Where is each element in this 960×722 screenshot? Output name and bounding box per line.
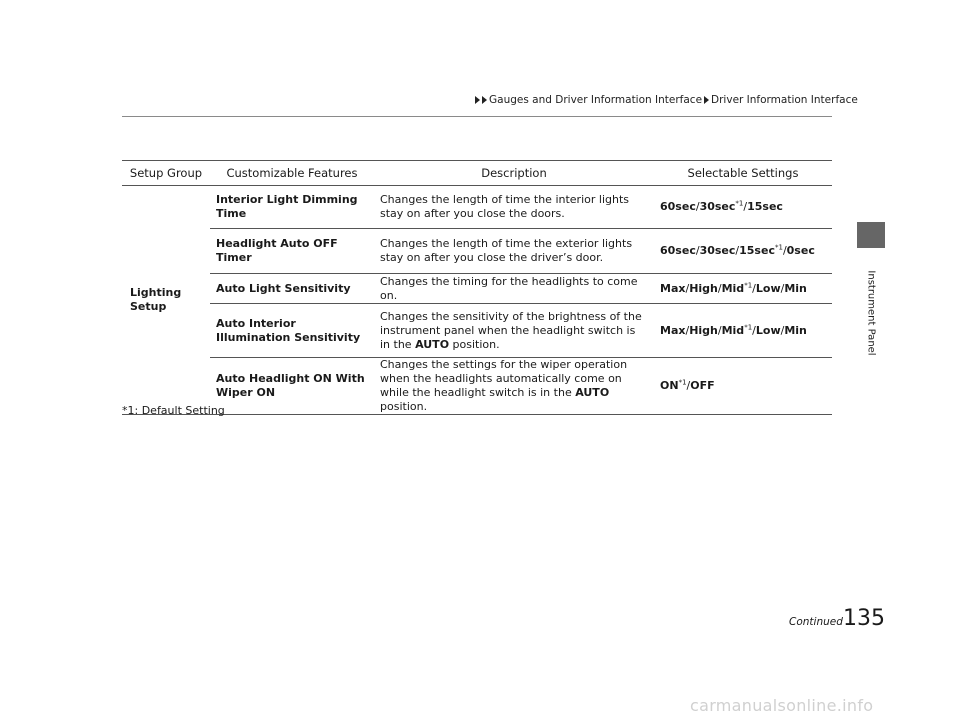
setting-option: Min: [784, 323, 807, 337]
table-row: [122, 186, 832, 229]
selectable-settings-cell: [654, 274, 832, 304]
setting-separator: /: [782, 244, 787, 257]
setting-option: 15sec: [747, 200, 783, 213]
setting-option: 60sec: [660, 244, 696, 257]
setting-separator: /: [780, 323, 785, 337]
feature-cell: Interior Light Dimming Time: [210, 186, 374, 229]
description-text: Changes the settings for the wiper operation when the headlights automatically come on while the headlight switch is in the: [380, 358, 628, 399]
table-row: [122, 274, 832, 304]
setting-separator: /: [686, 379, 691, 392]
setting-option: Min: [784, 281, 807, 295]
setting-option: 30sec: [699, 200, 736, 213]
breadcrumb: [475, 94, 858, 106]
column-header-settings: Selectable Settings: [654, 161, 832, 186]
column-header-description: Description: [374, 161, 654, 186]
breadcrumb-arrow-icon: [482, 96, 487, 104]
breadcrumb-page: Driver Information Interface: [711, 94, 858, 106]
description-keyword: AUTO: [575, 386, 610, 399]
setting-option: High: [689, 281, 718, 295]
setting-separator: /: [752, 281, 756, 295]
feature-cell: Auto Light Sensitivity: [210, 274, 374, 304]
setting-separator: /: [685, 323, 690, 337]
setting-separator: /: [695, 200, 700, 213]
setting-option: ON: [660, 379, 679, 392]
setting-separator: /: [780, 281, 785, 295]
feature-cell: Auto Interior Illumination Sensitivity: [210, 304, 374, 358]
setting-separator: /: [743, 200, 748, 213]
setting-option: 0sec: [786, 244, 815, 257]
setup-group-cell: Lighting Setup: [122, 186, 210, 415]
default-marker: *1: [678, 378, 687, 387]
page-number: 135: [843, 606, 885, 631]
description-text: position.: [380, 400, 428, 413]
header-rule: [122, 116, 832, 117]
description-cell: Changes the length of time the exterior lights stay on after you close the driver’s door.: [374, 229, 654, 274]
setting-option: Max: [660, 281, 686, 295]
description-cell: Changes the length of time the interior lights stay on after you close the doors.: [374, 186, 654, 229]
default-marker: *1: [774, 243, 783, 252]
setting-option: 15sec: [739, 244, 775, 257]
breadcrumb-section: Gauges and Driver Information Interface: [489, 94, 703, 106]
table-row: [122, 358, 832, 415]
selectable-settings-cell: [654, 304, 832, 358]
table-header-row: [122, 161, 832, 186]
setting-option: Max: [660, 323, 686, 337]
description-cell: Changes the timing for the headlights to come on.: [374, 274, 654, 304]
breadcrumb-arrow-icon: [704, 96, 709, 104]
default-marker: *1: [735, 199, 744, 208]
description-cell: [374, 358, 654, 415]
setting-option: Low: [755, 323, 781, 337]
breadcrumb-arrow-icon: [475, 96, 480, 104]
table-row: [122, 229, 832, 274]
setting-separator: /: [717, 281, 722, 295]
settings-table: [122, 160, 832, 415]
setting-option: 60sec: [660, 200, 696, 213]
setting-option: Mid: [721, 281, 745, 295]
setting-separator: /: [735, 244, 740, 257]
setting-option: OFF: [690, 379, 715, 392]
feature-cell: Headlight Auto OFF Timer: [210, 229, 374, 274]
description-keyword: AUTO: [415, 337, 450, 351]
setting-separator: /: [752, 323, 756, 337]
setting-option: Low: [755, 281, 781, 295]
description-cell: [374, 304, 654, 358]
setting-separator: /: [695, 244, 700, 257]
setting-separator: /: [685, 281, 690, 295]
feature-cell: Auto Headlight ON With Wiper ON: [210, 358, 374, 415]
description-text: position.: [449, 337, 500, 351]
section-side-label: Instrument Panel: [865, 270, 877, 356]
selectable-settings-cell: [654, 229, 832, 274]
setting-separator: /: [717, 323, 722, 337]
description-text: Changes the sensitivity of the brightness of the instrument panel when the headlight switch is in the: [380, 309, 642, 351]
footnote: *1: Default Setting: [122, 404, 225, 417]
selectable-settings-cell: [654, 358, 832, 415]
setting-option: Mid: [721, 323, 745, 337]
default-marker: *1: [744, 280, 753, 289]
default-marker: *1: [744, 322, 753, 331]
continued-label: Continued: [789, 616, 843, 628]
setting-option: 30sec: [699, 244, 736, 257]
selectable-settings-cell: [654, 186, 832, 229]
table-row: [122, 304, 832, 358]
column-header-features: Customizable Features: [210, 161, 374, 186]
watermark: carmanualsonline.info: [690, 696, 874, 715]
setting-option: High: [689, 323, 718, 337]
column-header-setup-group: Setup Group: [122, 161, 210, 186]
section-tab-marker: [857, 222, 885, 248]
